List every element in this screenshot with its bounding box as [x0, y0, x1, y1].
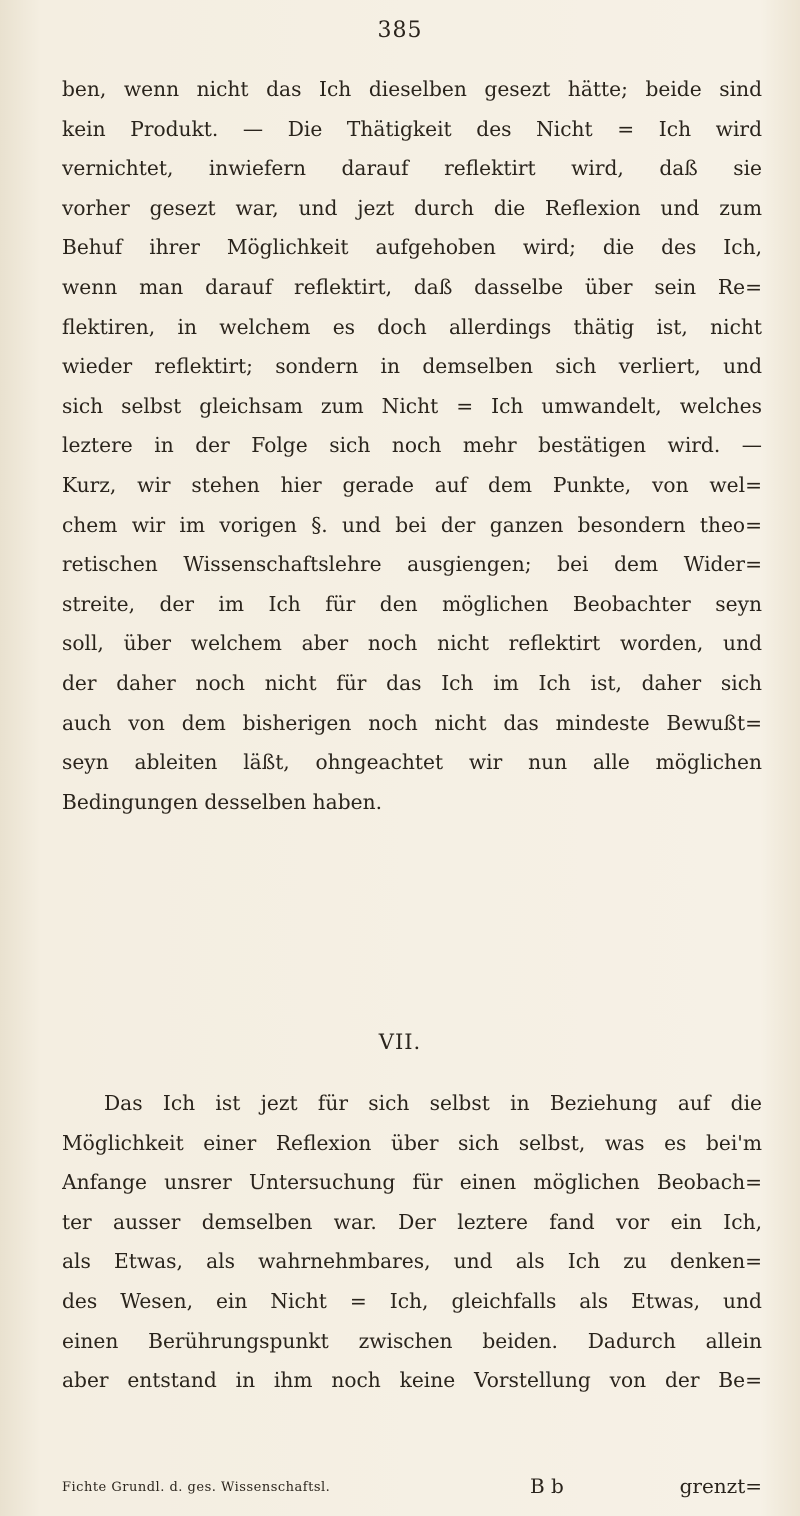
text-line: vernichtet, inwiefern darauf reflektirt wird, daß sie [62, 156, 762, 181]
text-line: seyn ableiten läßt, ohngeachtet wir nun alle möglichen [62, 750, 762, 775]
text-line: auch von dem bisherigen noch nicht das mindeste Bewußt= [62, 710, 762, 735]
text-line: Behuf ihrer Möglichkeit aufgehoben wird; die des Ich, [62, 235, 762, 260]
text-line: als Etwas, als wahrnehmbares, und als Ich zu denken= [62, 1249, 762, 1274]
text-line: ben, wenn nicht das Ich dieselben gesezt hätte; beide sind [62, 77, 762, 101]
text-line: Kurz, wir stehen hier gerade auf dem Punkte, von wel= [62, 472, 762, 497]
catchword: grenzt= [679, 1474, 762, 1498]
text-line: Möglichkeit einer Reflexion über sich selbst, was es bei'm [62, 1130, 762, 1155]
text-line: streite, der im Ich für den möglichen Beobachter seyn [62, 591, 762, 616]
section-heading: VII. [378, 1030, 422, 1054]
text-line: Anfange unsrer Untersuchung für einen möglichen Beobach= [62, 1170, 762, 1195]
text-line: sich selbst gleichsam zum Nicht = Ich umwandelt, welches [62, 393, 762, 418]
text-line: des Wesen, ein Nicht = Ich, gleichfalls als Etwas, und [62, 1288, 762, 1313]
text-line: flektiren, in welchem es doch allerdings thätig ist, nicht [62, 314, 762, 339]
text-line: vorher gesezt war, und jezt durch die Reflexion und zum [62, 195, 762, 220]
paragraph-2 [62, 1084, 762, 1401]
text-line: leztere in der Folge sich noch mehr bestätigen wird. — [62, 433, 762, 458]
text-line: der daher noch nicht für das Ich im Ich ist, daher sich [62, 670, 762, 695]
signature-mark: B b [530, 1474, 564, 1498]
paragraph-1 [62, 70, 762, 822]
text-line: Bedingungen desselben haben. [62, 789, 382, 814]
text-line: chem wir im vorigen §. und bei der ganzen besondern theo= [62, 512, 762, 537]
text-line: soll, über welchem aber noch nicht reflektirt worden, und [62, 631, 762, 656]
text-line: aber entstand in ihm noch keine Vorstellung von der Be= [62, 1368, 762, 1393]
signature-note: Fichte Grundl. d. ges. Wissenschaftsl. [62, 1480, 331, 1495]
text-line: wieder reflektirt; sondern in demselben sich verliert, und [62, 354, 762, 379]
text-line: ter ausser demselben war. Der leztere fand vor ein Ich, [62, 1209, 762, 1234]
text-line: retischen Wissenschaftslehre ausgiengen; bei dem Wider= [62, 552, 762, 577]
page-footer [62, 1474, 762, 1504]
text-line: kein Produkt. — Die Thätigkeit des Nicht = Ich wird [62, 116, 762, 141]
text-line: Das Ich ist jezt für sich selbst in Beziehung auf die [104, 1091, 762, 1115]
page-number: 385 [377, 18, 423, 43]
text-line: einen Berührungspunkt zwischen beiden. Dadurch allein [62, 1328, 762, 1353]
text-line: wenn man darauf reflektirt, daß dasselbe über sein Re= [62, 274, 762, 299]
